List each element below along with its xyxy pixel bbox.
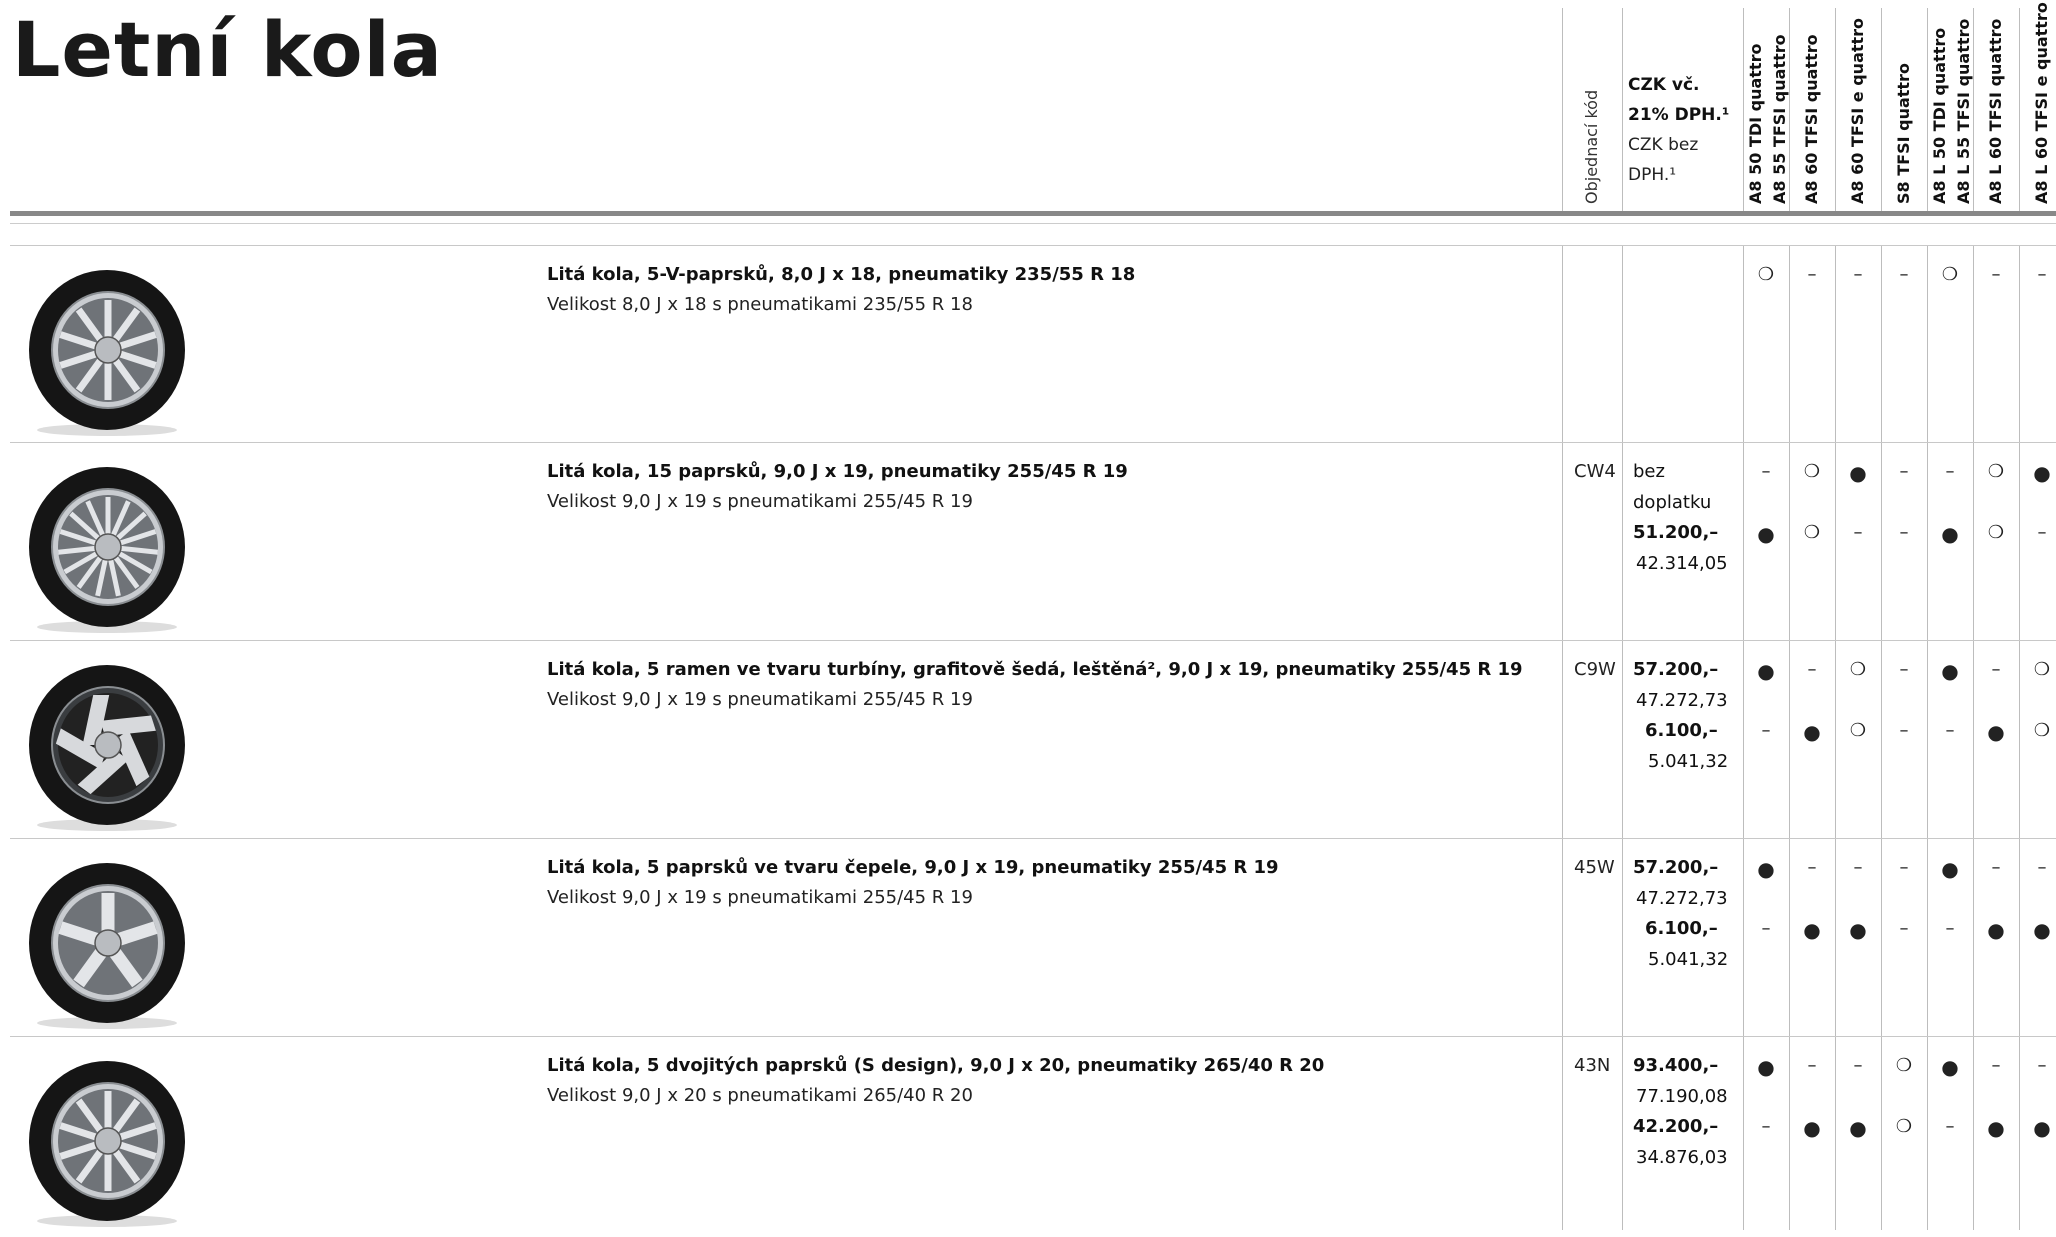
- availability-marker: ❍: [2033, 720, 2051, 741]
- price-header-line: 21% DPH.¹: [1628, 105, 1730, 125]
- availability-marker: ❍: [1849, 659, 1867, 680]
- availability-marker: –: [1899, 264, 1909, 285]
- order-code: CW4: [1574, 461, 1616, 482]
- header-divider: [1562, 8, 1563, 211]
- header-divider: [1835, 8, 1836, 211]
- model-header: A8 60 TFSI e quattro: [1848, 17, 1867, 204]
- availability-marker: ●: [2033, 918, 2051, 942]
- availability-marker: ●: [1757, 522, 1775, 546]
- price-header: [1628, 70, 1740, 190]
- row-separator: [10, 245, 2056, 246]
- header-separator: [10, 223, 2056, 224]
- availability-marker: –: [2037, 1055, 2047, 1076]
- five-v-spoke-wheel-icon: [22, 268, 192, 438]
- availability-marker: –: [2037, 264, 2047, 285]
- availability-marker: –: [1899, 857, 1909, 878]
- table-row: [0, 250, 2056, 446]
- price-incl-vat: 6.100,–: [1645, 720, 1718, 741]
- table-row: [0, 843, 2056, 1039]
- availability-marker: ●: [1803, 918, 1821, 942]
- wheel-title: Litá kola, 15 paprsků, 9,0 J x 19, pneumatiky 255/45 R 19: [547, 461, 1128, 482]
- price-incl-vat: 57.200,–: [1633, 659, 1719, 680]
- model-header: A8 L 60 TFSI quattro: [1986, 18, 2005, 204]
- availability-marker: ●: [1941, 659, 1959, 683]
- availability-marker: ●: [1941, 1055, 1959, 1079]
- order-code-header: Objednací kód: [1582, 89, 1601, 204]
- order-code: 43N: [1574, 1055, 1611, 1076]
- page-title: Letní kola: [12, 5, 443, 94]
- model-header: A8 60 TFSI quattro: [1802, 34, 1821, 204]
- table-row: [0, 447, 2056, 643]
- double-spoke-wheel-icon: [22, 1059, 192, 1229]
- header-divider: [1881, 8, 1882, 211]
- availability-marker: –: [1807, 857, 1817, 878]
- availability-marker: –: [1991, 659, 2001, 680]
- availability-marker: ●: [1941, 857, 1959, 881]
- price-value: 5.041,32: [1648, 750, 1729, 772]
- wheel-size-description: Velikost 9,0 J x 19 s pneumatikami 255/45 R 19: [547, 689, 973, 710]
- availability-marker: ●: [1987, 1116, 2005, 1140]
- availability-marker: ●: [1987, 918, 2005, 942]
- availability-marker: ●: [1757, 1055, 1775, 1079]
- price-incl-vat: 93.400,–: [1633, 1055, 1719, 1076]
- availability-marker: –: [1853, 1055, 1863, 1076]
- model-header: A8 L 50 TDI quattro: [1930, 27, 1949, 204]
- availability-marker: ❍: [1803, 461, 1821, 482]
- price-value: 47.272,73: [1636, 887, 1728, 909]
- turbine-spoke-wheel-icon: [22, 663, 192, 833]
- availability-marker: –: [1853, 264, 1863, 285]
- wheel-size-description: Velikost 9,0 J x 19 s pneumatikami 255/45 R 19: [547, 887, 973, 908]
- header-divider: [1622, 8, 1623, 211]
- availability-marker: –: [1945, 1116, 1955, 1137]
- availability-marker: –: [1761, 918, 1771, 939]
- price-value: 47.272,73: [1636, 689, 1728, 711]
- price-value: 5.041,32: [1648, 948, 1729, 970]
- availability-marker: ❍: [2033, 659, 2051, 680]
- availability-marker: ❍: [1849, 720, 1867, 741]
- availability-marker: ●: [1849, 918, 1867, 942]
- price-value: doplatku: [1633, 491, 1712, 513]
- availability-marker: –: [2037, 857, 2047, 878]
- availability-marker: ❍: [1803, 522, 1821, 543]
- availability-marker: –: [1899, 461, 1909, 482]
- availability-marker: ●: [1941, 522, 1959, 546]
- model-header: S8 TFSI quattro: [1894, 63, 1913, 204]
- price-incl-vat: 6.100,–: [1645, 918, 1718, 939]
- order-code: C9W: [1574, 659, 1616, 680]
- availability-marker: ❍: [1987, 522, 2005, 543]
- fifteen-spoke-wheel-icon: [22, 465, 192, 635]
- availability-marker: –: [1945, 461, 1955, 482]
- availability-marker: ❍: [1757, 264, 1775, 285]
- wheel-title: Litá kola, 5 paprsků ve tvaru čepele, 9,0 J x 19, pneumatiky 255/45 R 19: [547, 857, 1279, 878]
- table-row: [0, 645, 2056, 841]
- availability-marker: –: [1945, 720, 1955, 741]
- header-divider: [2019, 8, 2020, 211]
- availability-marker: –: [1899, 659, 1909, 680]
- availability-marker: –: [1991, 1055, 2001, 1076]
- availability-marker: –: [1899, 720, 1909, 741]
- price-value: 34.876,03: [1636, 1146, 1728, 1168]
- availability-marker: –: [1807, 1055, 1817, 1076]
- wheel-title: Litá kola, 5-V-paprsků, 8,0 J x 18, pneumatiky 235/55 R 18: [547, 264, 1136, 285]
- availability-marker: –: [1899, 522, 1909, 543]
- wheel-size-description: Velikost 9,0 J x 20 s pneumatikami 265/40 R 20: [547, 1085, 973, 1106]
- price-incl-vat: 57.200,–: [1633, 857, 1719, 878]
- wheel-title: Litá kola, 5 ramen ve tvaru turbíny, grafitově šedá, leštěná², 9,0 J x 19, pneumatiky 255/45 R 19: [547, 659, 1523, 680]
- availability-marker: ●: [1757, 857, 1775, 881]
- availability-marker: –: [1853, 857, 1863, 878]
- wheel-title: Litá kola, 5 dvojitých paprsků (S design), 9,0 J x 20, pneumatiky 265/40 R 20: [547, 1055, 1325, 1076]
- model-header: A8 50 TDI quattro: [1746, 43, 1765, 204]
- availability-marker: ●: [1803, 720, 1821, 744]
- header-rule: [10, 211, 2056, 216]
- availability-marker: ●: [1849, 461, 1867, 485]
- price-header-line: CZK bez: [1628, 135, 1699, 155]
- price-value: 77.190,08: [1636, 1085, 1728, 1107]
- availability-marker: ●: [2033, 461, 2051, 485]
- wheel-size-description: Velikost 8,0 J x 18 s pneumatikami 235/55 R 18: [547, 294, 973, 315]
- availability-marker: –: [1945, 918, 1955, 939]
- model-header: A8 L 55 TFSI quattro: [1954, 18, 1973, 204]
- availability-marker: –: [1899, 918, 1909, 939]
- availability-marker: –: [1807, 264, 1817, 285]
- availability-marker: ❍: [1987, 461, 2005, 482]
- availability-marker: –: [1853, 522, 1863, 543]
- availability-marker: ●: [1987, 720, 2005, 744]
- availability-marker: –: [1761, 461, 1771, 482]
- availability-marker: –: [1761, 1116, 1771, 1137]
- price-incl-vat: 42.200,–: [1633, 1116, 1719, 1137]
- availability-marker: –: [1761, 720, 1771, 741]
- order-code: 45W: [1574, 857, 1615, 878]
- model-header: A8 L 60 TFSI e quattro: [2032, 2, 2051, 204]
- price-header-line: DPH.¹: [1628, 165, 1677, 185]
- availability-marker: –: [2037, 522, 2047, 543]
- availability-marker: ●: [2033, 1116, 2051, 1140]
- availability-marker: ❍: [1895, 1055, 1913, 1076]
- availability-marker: ❍: [1941, 264, 1959, 285]
- availability-marker: ●: [1803, 1116, 1821, 1140]
- blade-spoke-wheel-icon: [22, 861, 192, 1031]
- availability-marker: ❍: [1895, 1116, 1913, 1137]
- table-row: [0, 1041, 2056, 1237]
- availability-marker: –: [1991, 264, 2001, 285]
- wheel-size-description: Velikost 9,0 J x 19 s pneumatikami 255/45 R 19: [547, 491, 973, 512]
- availability-marker: –: [1807, 659, 1817, 680]
- model-header: A8 55 TFSI quattro: [1770, 34, 1789, 204]
- availability-marker: –: [1991, 857, 2001, 878]
- price-incl-vat: 51.200,–: [1633, 522, 1719, 543]
- availability-marker: ●: [1757, 659, 1775, 683]
- price-header-line: CZK vč.: [1628, 75, 1700, 95]
- availability-marker: ●: [1849, 1116, 1867, 1140]
- price-value: bez: [1633, 461, 1665, 482]
- price-value: 42.314,05: [1636, 552, 1728, 574]
